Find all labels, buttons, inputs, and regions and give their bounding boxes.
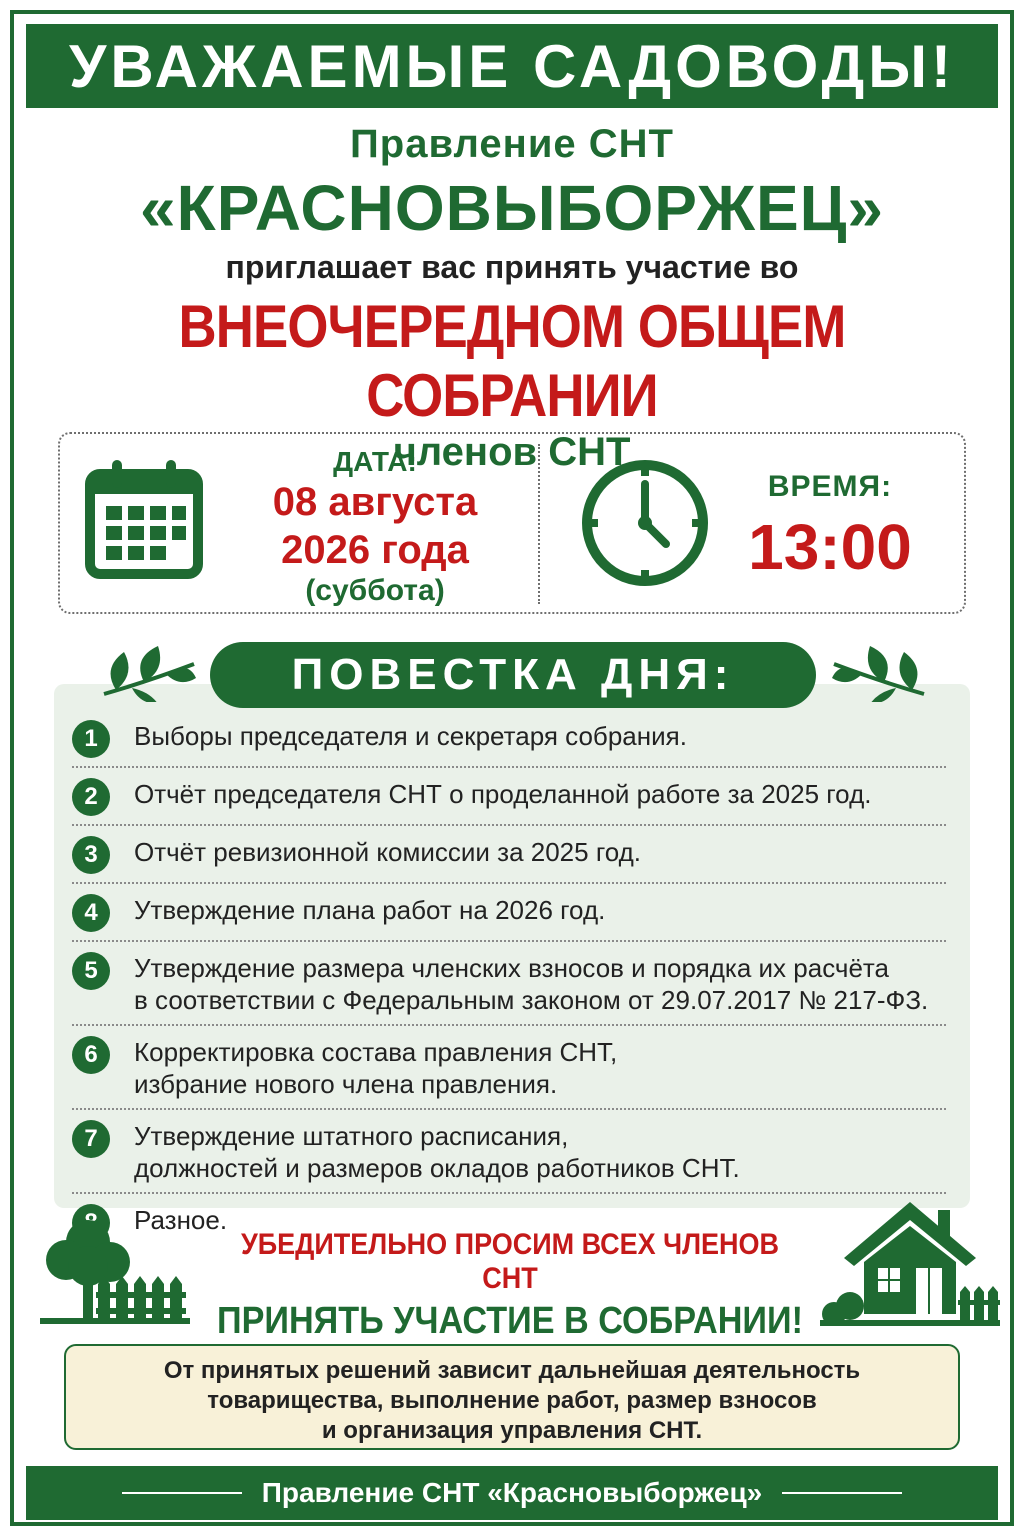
appeal-line2: ПРИНЯТЬ УЧАСТИЕ В СОБРАНИИ! [216, 1300, 803, 1342]
agenda-item-number: 2 [72, 778, 110, 816]
clock-icon [580, 458, 710, 588]
house-icon [820, 1196, 1000, 1330]
agenda-item-text: Отчёт ревизионной комиссии за 2025 год. [134, 837, 642, 867]
agenda-list [72, 716, 946, 1256]
time-value: 13:00 [748, 511, 912, 583]
agenda-item-text: Разное. [134, 1205, 228, 1235]
time-text [710, 470, 950, 584]
date-value-line1: 08 августа [272, 480, 478, 524]
header-title: УВАЖАЕМЫЕ САДОВОДЫ! [69, 32, 955, 100]
agenda-item-text: Выборы председателя и секретаря собрания. [134, 721, 687, 751]
footer-signature: Правление СНТ «Красновыборжец» [261, 1477, 763, 1508]
header-banner [26, 24, 998, 108]
note-box [64, 1344, 960, 1450]
agenda-item-number: 6 [72, 1036, 110, 1074]
date-value-line2: 2026 года [281, 528, 469, 572]
tree-fence-icon [40, 1214, 190, 1324]
agenda-item-text: Корректировка состава правления СНТ, [134, 1037, 618, 1067]
appeal-block [180, 1228, 840, 1343]
board-line: Правление СНТ [350, 122, 674, 166]
agenda-item-number: 7 [72, 1120, 110, 1158]
agenda-item-text-cont: избрание нового члена правления. [134, 1069, 558, 1099]
agenda-item [72, 948, 946, 1026]
agenda-item [72, 774, 946, 826]
agenda-item-text-cont: в соответствии с Федеральным законом от 29.07.2017 № 217-ФЗ. [134, 985, 929, 1015]
note-line3: и организация управления СНТ. [321, 1417, 703, 1444]
footer-banner [26, 1466, 998, 1520]
invites-text: приглашает вас принять участие во [225, 249, 799, 285]
date-weekday: (суббота) [305, 574, 445, 607]
footer-rule-left [122, 1492, 242, 1494]
date-text [230, 446, 520, 608]
invitation-block [26, 118, 998, 475]
note-line2: товарищества, выполнение работ, размер взносов [207, 1387, 817, 1414]
note-line1: От принятых решений зависит дальнейшая деятельность [163, 1357, 861, 1384]
agenda-item [72, 1116, 946, 1194]
date-time-divider [538, 444, 540, 604]
calendar-icon [84, 456, 204, 580]
appeal-line1: УБЕДИТЕЛЬНО ПРОСИМ ВСЕХ ЧЛЕНОВ СНТ [240, 1228, 780, 1295]
agenda-item-text-cont: должностей и размеров окладов работников СНТ. [134, 1153, 740, 1183]
date-label: ДАТА: [333, 446, 417, 477]
agenda-item-number: 5 [72, 952, 110, 990]
agenda-item-number: 1 [72, 720, 110, 758]
agenda-item [72, 1032, 946, 1110]
agenda-title-text: ПОВЕСТКА ДНЯ: [291, 650, 735, 699]
members-text: членов СНТ [393, 430, 631, 474]
leaf-left-icon [96, 642, 200, 702]
agenda-item [72, 832, 946, 884]
agenda-item [72, 890, 946, 942]
agenda-title [210, 642, 816, 708]
agenda-item-text: Утверждение плана работ на 2026 год. [134, 895, 606, 925]
leaf-right-icon [828, 642, 932, 702]
agenda-item [72, 716, 946, 768]
board-name: «КРАСНОВЫБОРЖЕЦ» [140, 172, 884, 244]
agenda-item-text: Утверждение штатного расписания, [134, 1121, 569, 1151]
agenda-item-number: 3 [72, 836, 110, 874]
date-time-box [58, 432, 966, 614]
footer-rule-right [782, 1492, 902, 1494]
agenda-item-text: Отчёт председателя СНТ о проделанной работе за 2025 год. [134, 779, 872, 809]
agenda-item-number: 4 [72, 894, 110, 932]
agenda-item-text: Утверждение размера членских взносов и порядка их расчёта [134, 953, 889, 983]
meeting-title: ВНЕОЧЕРЕДНОМ ОБЩЕМ СОБРАНИИ [178, 293, 846, 429]
time-label: ВРЕМЯ: [767, 470, 893, 503]
